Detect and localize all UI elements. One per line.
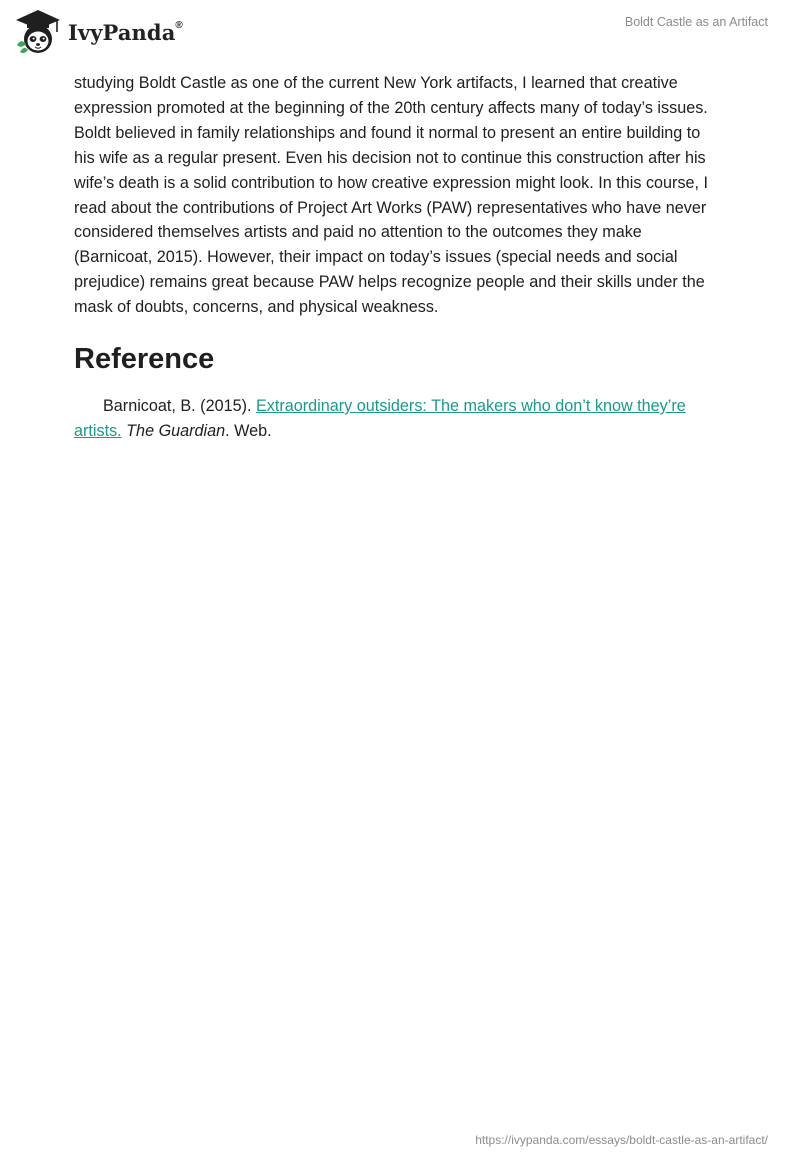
- essay-content: [74, 71, 724, 444]
- footer-url[interactable]: https://ivypanda.com/essays/boldt-castle-as-an-artifact/: [475, 1133, 768, 1147]
- brand-name: IvyPanda®: [68, 19, 183, 45]
- page-header: [0, 0, 800, 64]
- reference-heading: Reference: [74, 343, 215, 376]
- reference-entry: [74, 394, 724, 444]
- reference-link[interactable]: Extraordinary outsiders: The makers who don’t know they’re artists.: [74, 397, 686, 441]
- panda-graduation-cap-icon: [14, 8, 62, 56]
- body-paragraph: studying Boldt Castle as one of the current New York artifacts, I learned that creative expression promoted at the beginning of the 20th century affects many of today’s issues. Boldt believed in family relationships and found it normal to present an entire building to his wife as a regular present. Even his decision not to continue this construction after his wife’s death is a solid contribution to how creative expression might look. In this course, I read about the contributions of Project Art Works (PAW) representatives who have never considered themselves artists and paid no attention to the outcomes they make (Barnicoat, 2015). However, their impact on today’s issues (special needs and social prejudice) remains great because PAW helps recognize people and their skills under the mask of doubts, concerns, and physical weakness.: [74, 74, 709, 317]
- registered-mark: ®: [175, 19, 183, 31]
- reference-author-year: Barnicoat, B. (2015).: [103, 397, 256, 416]
- reference-publication: The Guardian: [126, 422, 226, 441]
- reference-suffix: . Web.: [225, 422, 272, 441]
- brand-logo[interactable]: [14, 8, 183, 56]
- document-title: Boldt Castle as an Artifact: [624, 15, 768, 29]
